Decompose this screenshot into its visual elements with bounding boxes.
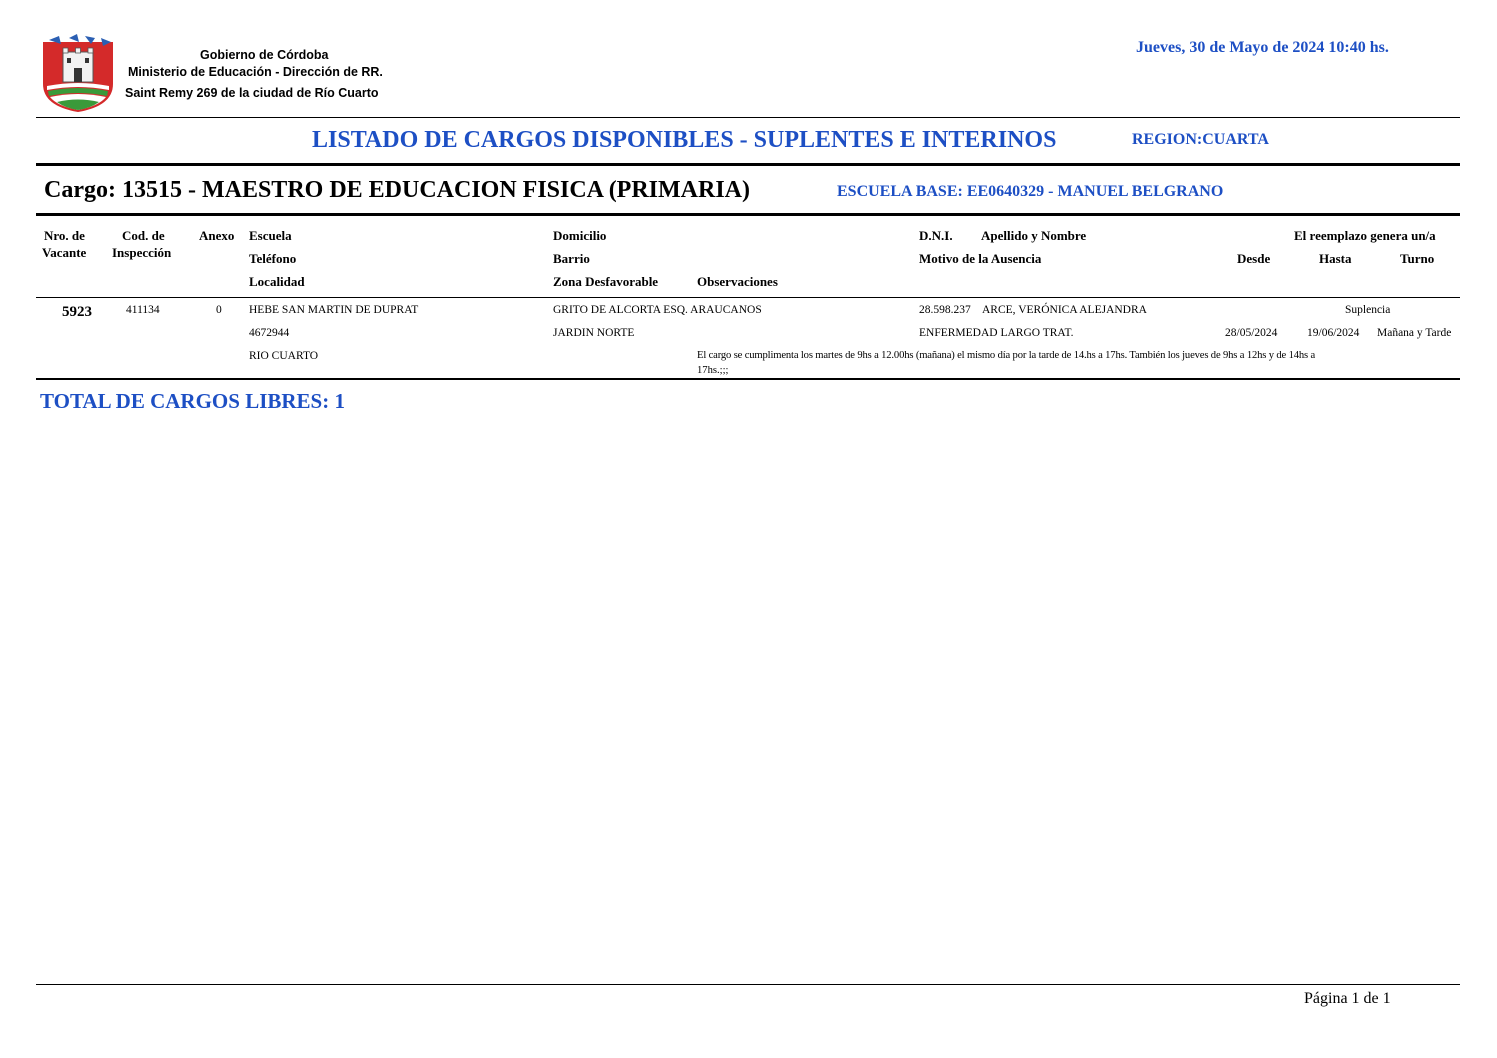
total-cargos-libres — [40, 389, 345, 414]
col-observaciones: Observaciones — [697, 274, 778, 289]
row-motivo-ausencia: ENFERMEDAD LARGO TRAT. — [919, 327, 1074, 339]
row-telefono: 4672944 — [249, 327, 290, 339]
cordoba-coat-of-arms-logo — [39, 34, 117, 114]
table-bottom-divider — [36, 378, 1460, 380]
total-value: 1 — [334, 389, 345, 413]
col-cod-inspeccion-l2: Inspección — [112, 245, 172, 260]
report-title: LISTADO DE CARGOS DISPONIBLES - SUPLENTES E INTERINOS — [312, 127, 1057, 153]
row-hasta: 19/06/2024 — [1307, 327, 1360, 339]
row-genera: Suplencia — [1345, 304, 1391, 316]
col-cod-inspeccion-l1: Cod. de — [122, 228, 165, 243]
row-observaciones-line1: El cargo se cumplimenta los martes de 9hs a 12.00hs (mañana) el mismo día por la tarde de 14.hs a 17hs. También los jueves de 9hs a 12hs y de 14hs a — [697, 350, 1316, 361]
col-desde: Desde — [1237, 251, 1271, 266]
row-anexo: 0 — [216, 304, 222, 316]
page-number: Página 1 de 1 — [1304, 990, 1391, 1007]
region-label: REGION:CUARTA — [1132, 131, 1269, 148]
col-anexo: Anexo — [199, 228, 235, 243]
col-barrio: Barrio — [553, 251, 590, 266]
cargo-divider — [36, 213, 1460, 216]
col-escuela: Escuela — [249, 228, 292, 243]
cargo-heading: Cargo: 13515 - MAESTRO DE EDUCACION FISICA (PRIMARIA) — [44, 177, 750, 203]
header-divider — [36, 117, 1460, 118]
escuela-base: ESCUELA BASE: EE0640329 - MANUEL BELGRANO — [837, 183, 1224, 200]
row-observaciones-line2: 17hs.;;; — [697, 365, 729, 376]
org-name: Gobierno de Córdoba — [200, 48, 329, 62]
row-localidad: RIO CUARTO — [249, 350, 319, 362]
col-dni: D.N.I. — [919, 228, 953, 243]
col-apellido-nombre: Apellido y Nombre — [981, 228, 1087, 243]
col-motivo-ausencia: Motivo de la Ausencia — [919, 251, 1042, 266]
col-reemplazo-genera: El reemplazo genera un/a — [1294, 228, 1436, 243]
report-datetime: Jueves, 30 de Mayo de 2024 10:40 hs. — [1136, 39, 1389, 56]
col-localidad: Localidad — [249, 274, 305, 289]
col-hasta: Hasta — [1319, 251, 1352, 266]
row-barrio: JARDIN NORTE — [553, 327, 635, 339]
col-turno: Turno — [1400, 251, 1435, 266]
table-header-divider — [36, 297, 1460, 298]
footer-divider — [36, 984, 1460, 985]
row-desde: 28/05/2024 — [1225, 327, 1278, 339]
row-escuela: HEBE SAN MARTIN DE DUPRAT — [249, 304, 419, 316]
col-nro-vacante-l2: Vacante — [42, 245, 87, 260]
row-dni: 28.598.237 — [919, 304, 971, 316]
row-apellido-nombre: ARCE, VERÓNICA ALEJANDRA — [982, 304, 1147, 316]
org-ministry: Ministerio de Educación - Dirección de RR. — [128, 65, 383, 79]
row-domicilio: GRITO DE ALCORTA ESQ. ARAUCANOS — [553, 304, 762, 316]
total-label: TOTAL DE CARGOS LIBRES: — [40, 389, 330, 413]
title-divider — [36, 163, 1460, 166]
row-turno: Mañana y Tarde — [1377, 327, 1452, 339]
row-cod-inspeccion: 411134 — [126, 304, 160, 316]
col-zona-desfavorable: Zona Desfavorable — [553, 274, 659, 289]
row-nro-vacante: 5923 — [62, 304, 92, 320]
col-domicilio: Domicilio — [553, 228, 607, 243]
org-address: Saint Remy 269 de la ciudad de Río Cuarto — [125, 86, 379, 100]
col-nro-vacante-l1: Nro. de — [44, 228, 85, 243]
col-telefono: Teléfono — [249, 251, 297, 266]
